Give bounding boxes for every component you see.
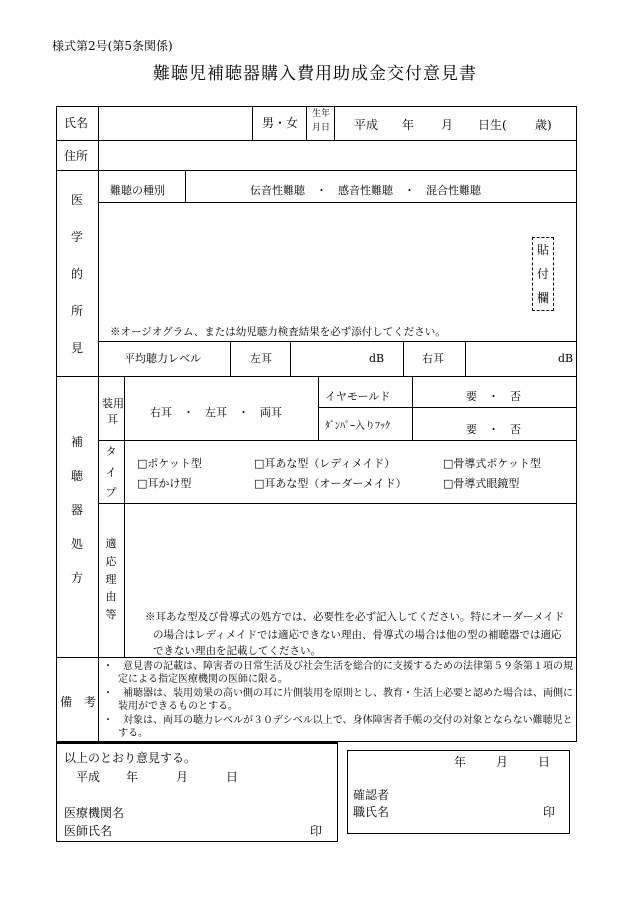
remarks-line: ・ 意見書の記載は、障害者の日常生活及び社会生活を総合的に支援するための法律第５９条第１項の規 (103, 661, 573, 672)
medical-findings-label: 医 学 的 所 見 (70, 193, 83, 355)
remarks-label: 備 考 (60, 695, 97, 709)
seal-mark: 印 (310, 824, 323, 838)
remarks-line: ・ 対象は、両耳の聴力レベルが３０デシベル以上で、身体障害者手帳の交付の対象とならない難聴児と (103, 715, 573, 726)
type-bone-pocket-checkbox[interactable]: □骨導式ポケット型 (443, 457, 541, 470)
avg-hearing-label: 平均聴力レベル (124, 352, 201, 365)
confirmer-label: 確認者 (353, 788, 390, 802)
institution-label: 医療機関名 (64, 806, 125, 820)
findings-field[interactable] (100, 204, 525, 324)
confirm-seal-mark: 印 (543, 805, 556, 819)
name-label: 氏名 (64, 116, 89, 130)
doctor-label: 医師氏名 (64, 824, 113, 838)
type-ite-readymade-checkbox[interactable]: □耳あな型（レディメイド） (254, 457, 396, 470)
type-ite-custom-checkbox[interactable]: □耳あな型（オーダーメイド） (254, 477, 407, 490)
birthdate-field[interactable] (336, 108, 575, 138)
earmold-label: イヤモールド (325, 390, 391, 403)
right-ear-db-field[interactable] (467, 343, 555, 374)
damper-hook-option[interactable]: 要 ・ 否 (466, 423, 521, 436)
type-bone-glasses-checkbox[interactable]: □骨導式眼鏡型 (443, 477, 520, 490)
damper-hook-label: ﾀﾞﾝﾊﾟｰ入りﾌｯｸ (325, 421, 390, 432)
type-label: タ イ プ (105, 445, 117, 499)
prescription-label: 補 聴 器 処 方 (70, 435, 83, 585)
opinion-date-field[interactable] (100, 767, 240, 785)
type-bte-checkbox[interactable]: □耳かけ型 (137, 477, 192, 490)
reason-note: ※耳あな型及び骨導式の処方では、必要性を必ず記入してください。特にオーダーメイド (145, 611, 565, 623)
wear-ear-label: 装用 (102, 397, 124, 410)
form-number: 様式第2号(第5条関係) (52, 39, 173, 53)
wear-ear-options[interactable]: 右耳 ・ 左耳 ・ 両耳 (150, 406, 282, 419)
earmold-option[interactable]: 要 ・ 否 (466, 390, 521, 403)
address-field[interactable] (100, 142, 575, 168)
hearing-type-options[interactable]: 伝音性難聴 ・ 感音性難聴 ・ 混合性難聴 (250, 184, 481, 197)
staff-name-label: 職氏名 (353, 805, 390, 819)
paste-area: 貼 付 欄 (532, 237, 554, 311)
remarks-line: する。 (118, 728, 148, 739)
remarks-line: ・ 補聴器は、装用効果の高い側の耳に片側装用を原則とし、教育・生活上必要と認めた場合は、両側に (103, 688, 573, 699)
confirm-date-field[interactable] (420, 752, 560, 770)
hearing-type-label: 難聴の種別 (110, 184, 165, 197)
remarks-line: 定による指定医療機関の医師に限る。 (118, 674, 288, 685)
doctor-field[interactable] (118, 822, 298, 838)
left-ear-label: 左耳 (250, 352, 272, 365)
name-field[interactable] (100, 108, 250, 138)
audiogram-note: ※オージオグラム、または幼児聴力検査結果を必ず添付してください。 (110, 326, 446, 338)
gender-select[interactable]: 男・女 (262, 116, 299, 130)
birth-label: 生年 (312, 109, 331, 119)
staff-name-field[interactable] (400, 803, 530, 819)
reason-label: 適 応 理 由 等 (105, 537, 117, 621)
institution-field[interactable] (130, 804, 330, 820)
opinion-statement: 以上のとおり意見する。 (64, 751, 197, 765)
right-ear-label: 右耳 (422, 352, 444, 365)
reason-field[interactable] (126, 505, 575, 605)
page-title: 難聴児補聴器購入費用助成金交付意見書 (153, 64, 477, 84)
remarks-line: 装用ができるものとする。 (118, 701, 238, 712)
left-ear-db-field[interactable] (292, 343, 367, 374)
address-label: 住所 (64, 149, 89, 163)
type-pocket-checkbox[interactable]: □ポケット型 (137, 457, 202, 470)
